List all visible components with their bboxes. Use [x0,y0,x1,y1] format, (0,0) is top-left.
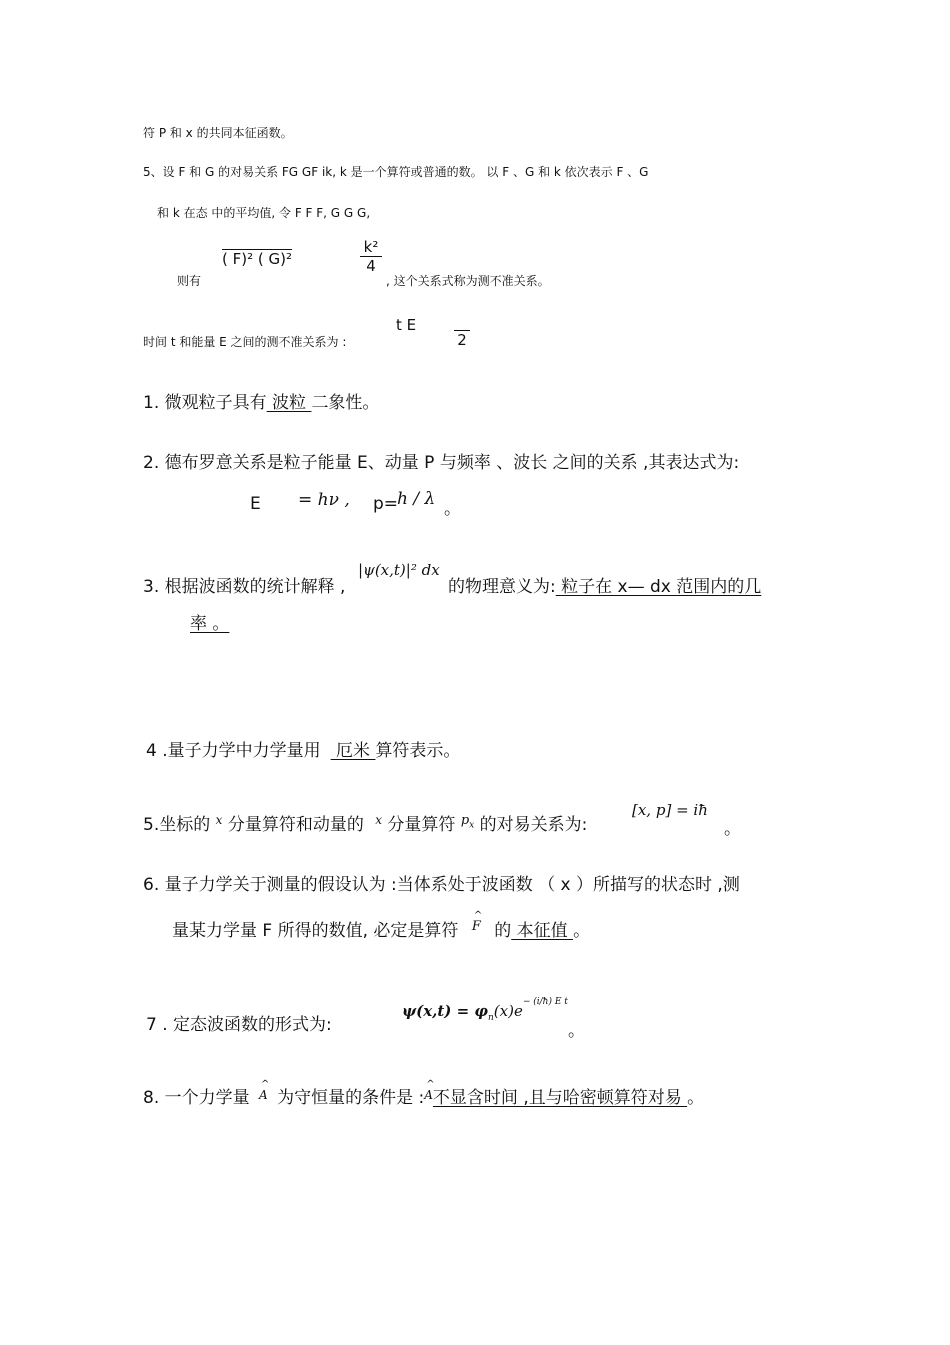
question-7 [146,1010,332,1035]
question-1 [143,388,379,413]
q5-expr: [x, p] = iħ [632,801,708,819]
q3-expr: |ψ(x,t)|² dx [358,561,440,579]
q8-prefix: 8. 一个力学量 [143,1088,250,1108]
fraction-bar [454,318,470,331]
q8-A2-op: A ^ [424,1088,433,1102]
q2-end [444,494,461,519]
uncertainty-expr: ( F)² ( G)² [222,250,292,268]
question-2 [143,448,739,473]
intro-line-0-text: 符 P 和 x 的共同本征函数。 [143,126,293,140]
q8-A-op: A ^ [259,1088,268,1102]
uncertainty-suffix [386,272,550,289]
question-4 [146,736,460,761]
q1-suffix: 二象性。 [311,393,380,413]
q2-formula-e-expr [298,490,350,510]
q8-end: 。 [687,1088,705,1108]
q3-formula [358,561,440,579]
time-energy-prefix: 时间 t 和能量 E 之间的测不准关系为 : [143,335,347,349]
q6-line1: 6. 量子力学关于测量的假设认为 :当体系处于波函数 （ x ）所描写的状态时 ,测 [143,875,740,895]
q6-mid: 的 [494,921,512,941]
q3-answer-2: 率 。 [190,614,230,634]
time-energy-expr [396,316,416,334]
intro-line-1 [143,163,649,180]
uncertainty-label [177,272,201,289]
q4-answer: 厄米 [330,741,376,761]
q2-e-expr: = hν , [298,490,350,510]
q2-text: 2. 德布罗意关系是粒子能量 E、动量 P 与频率 、波长 之间的关系 ,其表达式为: [143,453,740,473]
question-5 [143,810,587,837]
q4-suffix: 算符表示。 [375,741,461,761]
q7-expr: ψ(x,t) = φ [402,1002,488,1020]
q5-mid2: 分量算符 [387,815,456,835]
q5-prefix: 5.坐标的 [143,815,211,835]
q5-mid3: 的对易关系为: [479,815,588,835]
q8-answer: 不显含时间 ,且与哈密顿算符对易 [432,1088,688,1108]
q4-prefix: 4 .量子力学中力学量用 [146,741,321,761]
intro-line-1-text: 5、设 F 和 G 的对易关系 FG GF ik, k 是一个算符或普通的数。 以 F 、G 和 k 依次表示 F 、G [143,165,649,179]
q7-formula [402,997,568,1023]
uncertainty-expression [222,250,292,268]
q5-mid1: 分量算符和动量的 [227,815,364,835]
q7-end-text: 。 [568,1021,585,1041]
q3-answer-cont [190,609,229,634]
q3-answer: 粒子在 x— dx 范围内的几 [555,577,762,597]
time-energy-label [143,333,346,350]
q2-formula-p-expr [397,489,435,509]
q6-F-op: F ^ [472,919,481,934]
q5-px-op [460,813,475,831]
time-energy-fraction [454,318,470,349]
q5-end-text: 。 [724,819,741,839]
fraction-denominator-2: 2 [457,331,467,349]
q8-mid: 为守恒量的条件是 : [277,1088,425,1108]
q5-x-op: x [215,813,223,827]
q7-expr2: (x)e [493,1002,523,1020]
uncertainty-fraction [360,238,382,275]
q3-prefix: 3. 根据波函数的统计解释 , [143,577,346,597]
q5-x-op-2: x [375,813,383,827]
time-energy-expr-text: t E [396,316,417,334]
q7-sup: − (i/ħ) E t [522,997,568,1007]
uncertainty-suffix-text: , 这个关系式称为测不准关系。 [386,274,550,288]
q5-px-sub: x [469,820,475,831]
q7-prefix: 7 . 定态波函数的形式为: [146,1015,332,1035]
q5-px: p [460,813,470,828]
q2-formula-p [373,494,398,514]
q6-answer: 本征值 [511,921,574,941]
q6-line2-prefix: 量某力学量 F 所得的数值, 必定是算符 [172,921,459,941]
q1-answer: 波粒 [266,393,312,413]
question-3 [143,572,345,597]
q7-sub: n [488,1013,494,1023]
q7-end [568,1016,585,1041]
q6-end: 。 [573,921,591,941]
q2-end-text: 。 [444,499,461,519]
q2-e: E [250,494,261,514]
q1-prefix: 1. 微观粒子具有 [143,393,267,413]
q5-commutator [632,801,708,819]
q2-formula-e [250,494,261,514]
question-8 [143,1083,704,1108]
question-6-cont [172,916,590,941]
intro-line-0 [143,124,293,141]
intro-line-2-text: 和 k 在态 中的平均值, 令 F F F, G G G, [157,206,371,220]
question-6 [143,870,740,895]
intro-line-2 [157,204,370,221]
q2-p: p= [373,494,399,514]
q5-end [724,814,741,839]
uncertainty-prefix: 则有 [177,274,202,288]
fraction-numerator: k² [360,238,382,257]
q3-mid: 的物理意义为: [448,577,556,597]
fraction-denominator: 4 [366,257,376,275]
q3-meaning [448,572,761,597]
q2-p-expr: h / λ [397,489,436,509]
